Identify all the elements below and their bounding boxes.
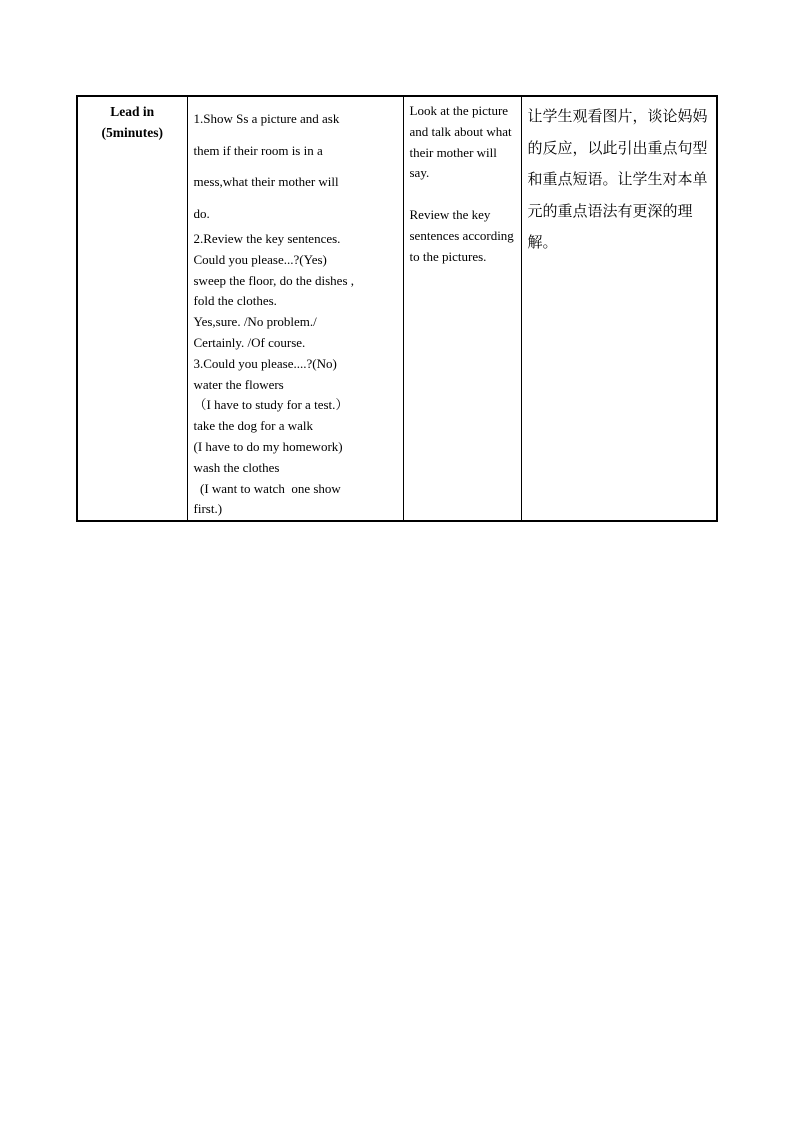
procedure-line: water the flowers <box>193 376 284 392</box>
procedure-line: mess,what their mother will <box>193 174 339 189</box>
procedure-line: 3.Could you please....?(No) <box>193 355 337 371</box>
student-activity-paragraph: Look at the picture and talk about what their mother will say. <box>409 103 512 181</box>
teacher-activity-cell <box>187 96 403 521</box>
procedure-line: (I have to do my homework) <box>193 438 343 454</box>
purpose-text: 让学生观看图片，谈论妈妈的反应，以此引出重点句型和重点短语。让学生对本单元的重点语法有更深的理解。 <box>527 107 708 251</box>
stage-duration: (5minutes) <box>101 125 163 140</box>
stage-title: Lead in <box>110 104 155 119</box>
procedure-line: them if their room is in a <box>193 142 323 158</box>
procedure-line: do. <box>193 205 210 221</box>
student-activity-paragraph: Review the key sentences according to the pictures. <box>409 207 514 264</box>
lesson-plan-table <box>76 95 718 522</box>
procedure-line: (I want to watch one show <box>193 480 341 496</box>
procedure-line: Certainly. /Of course. <box>193 334 306 350</box>
student-activity-cell <box>403 96 521 521</box>
procedure-line: （I have to study for a test.） <box>193 397 349 413</box>
procedure-line: first.) <box>193 501 223 517</box>
procedure-line: Could you please...?(Yes) <box>193 251 327 267</box>
procedure-line: wash the clothes <box>193 459 280 475</box>
table-row <box>77 96 717 521</box>
procedure-line: Yes,sure. /No problem./ <box>193 314 317 330</box>
stage-cell <box>77 96 187 521</box>
procedure-line: fold the clothes. <box>193 293 277 309</box>
purpose-cell <box>521 96 717 521</box>
procedure-line: 1.Show Ss a picture and ask <box>193 111 340 126</box>
procedure-line: sweep the floor, do the dishes , <box>193 272 355 288</box>
procedure-line: take the dog for a walk <box>193 418 313 434</box>
procedure-line: 2.Review the key sentences. <box>193 231 341 246</box>
